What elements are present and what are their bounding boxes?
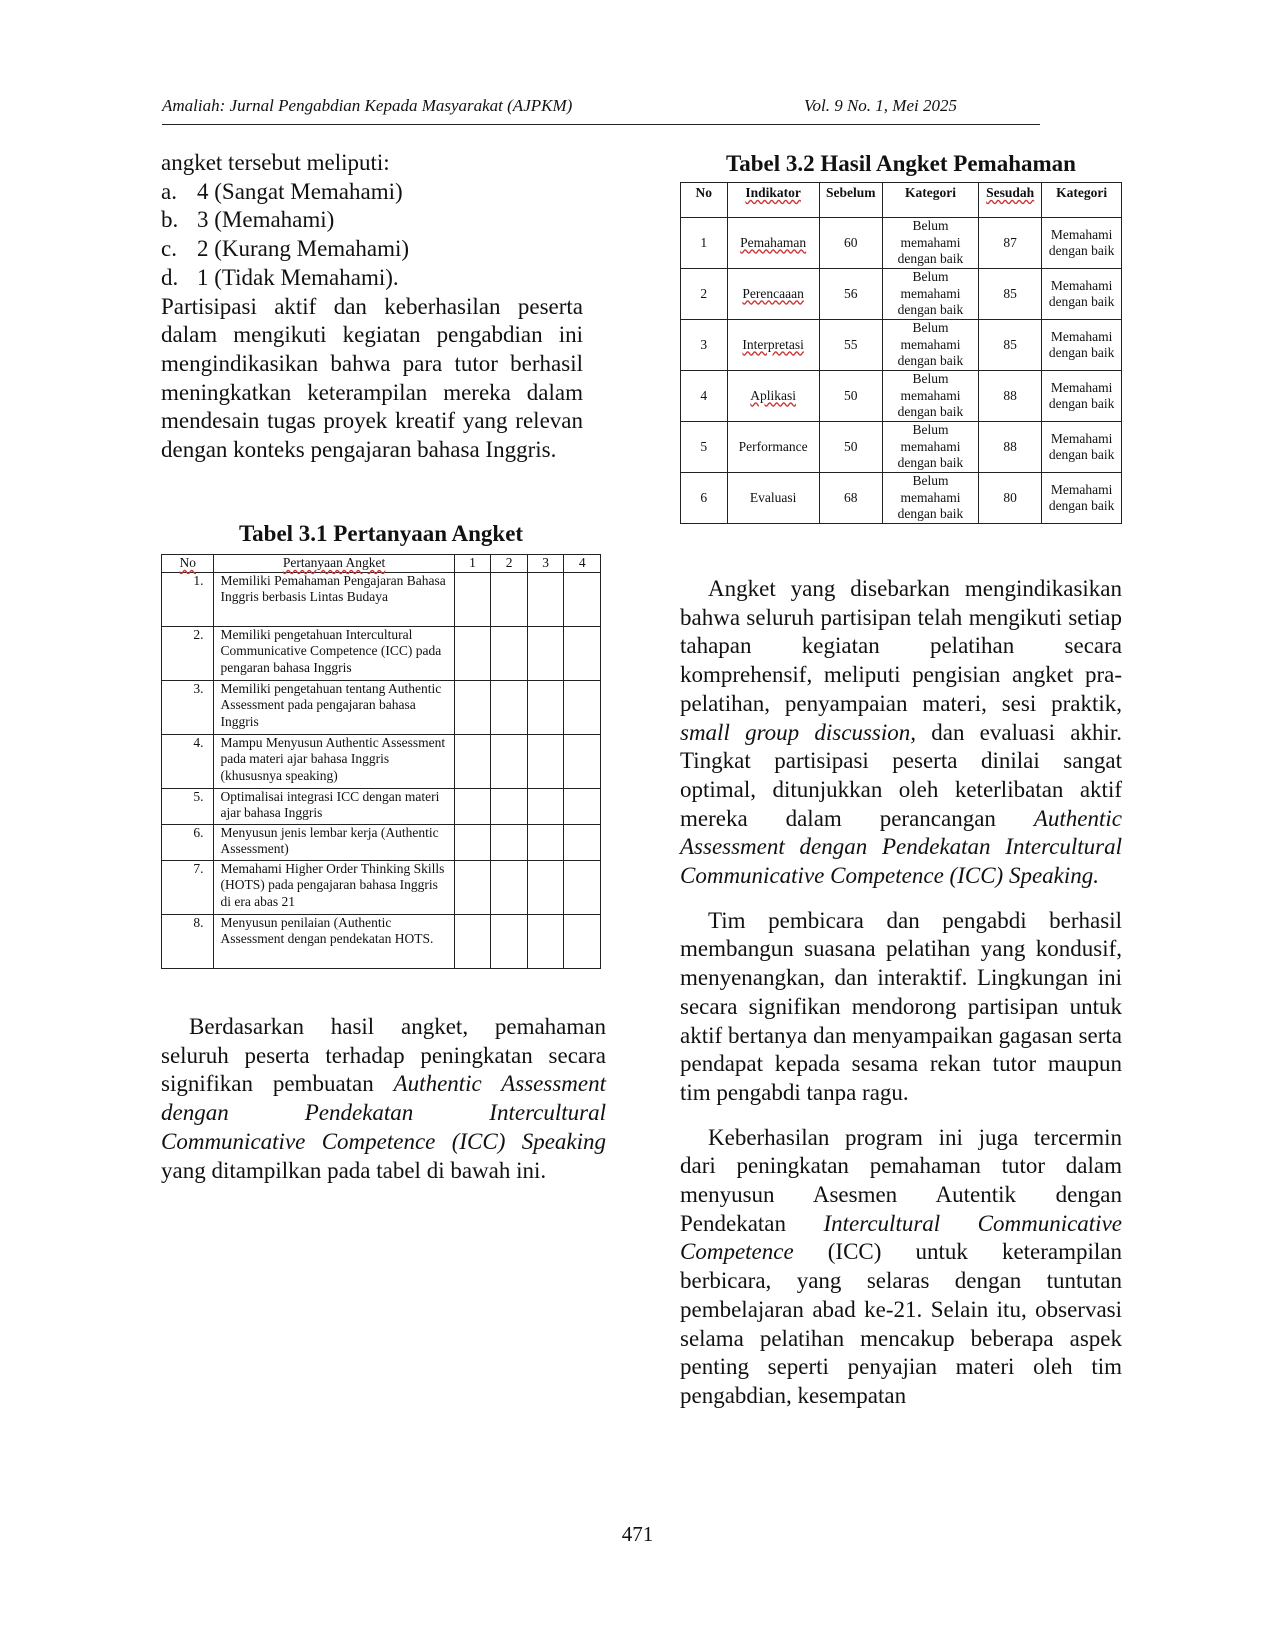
cell-no: 5. [162, 788, 214, 824]
col-category-before: Kategori [882, 183, 978, 218]
cell-no: 1 [681, 218, 728, 269]
table32-caption: Tabel 3.2 Hasil Angket Pemahaman [726, 151, 1076, 176]
cell-empty [564, 680, 601, 734]
table-row [681, 473, 1122, 524]
cell-empty [527, 788, 564, 824]
cell-question: Menyusun jenis lembar kerja (Authentic Assessment) [214, 824, 454, 860]
para3-italic-1: small group discussion, [680, 719, 916, 745]
para5-italic: Intercultural Communicative Competence [680, 1210, 1122, 1265]
table-row [162, 860, 601, 914]
cell-empty [527, 680, 564, 734]
cell-category-before: Belum memahami dengan baik [882, 422, 978, 473]
option-item [161, 264, 583, 293]
cell-empty [454, 572, 491, 626]
cell-after: 87 [979, 218, 1042, 269]
cell-category-before: Belum memahami dengan baik [882, 320, 978, 371]
table-row [162, 788, 601, 824]
cell-no: 7. [162, 860, 214, 914]
cell-indicator: Pemahaman [727, 218, 819, 269]
cell-before: 68 [819, 473, 882, 524]
cell-question: Memahami Higher Order Thinking Skills (HOTS) pada pengajaran bahasa Inggris di era abas 21 [214, 860, 454, 914]
table-header-row [681, 183, 1122, 218]
col-score-1: 1 [454, 555, 491, 573]
col-question: Pertanyaan Angket [214, 555, 454, 573]
table31-caption: Tabel 3.1 Pertanyaan Angket [238, 521, 524, 546]
col-no: No [162, 555, 214, 573]
cell-empty [491, 572, 528, 626]
cell-empty [454, 914, 491, 968]
cell-empty [491, 914, 528, 968]
cell-empty [527, 734, 564, 788]
option-marker: d. [161, 264, 179, 290]
cell-question: Memiliki pengetahuan tentang Authentic Assessment pada pengajaran bahasa Inggris [214, 680, 454, 734]
col-indicator: Indikator [727, 183, 819, 218]
option-marker: b. [161, 207, 179, 233]
cell-empty [491, 680, 528, 734]
cell-empty [454, 788, 491, 824]
cell-category-after: Memahami dengan baik [1042, 218, 1122, 269]
cell-empty [454, 860, 491, 914]
cell-empty [454, 824, 491, 860]
table-row [681, 320, 1122, 371]
table-row [162, 680, 601, 734]
cell-no: 4. [162, 734, 214, 788]
cell-empty [454, 734, 491, 788]
col-after: Sesudah [979, 183, 1042, 218]
table-header-row [162, 555, 601, 573]
running-header [162, 96, 1040, 125]
cell-before: 55 [819, 320, 882, 371]
option-item [161, 178, 583, 207]
option-text: 4 (Sangat Memahami) [197, 178, 403, 204]
cell-indicator: Interpretasi [727, 320, 819, 371]
page-number: 471 [621, 1522, 654, 1546]
col-before: Sebelum [819, 183, 882, 218]
cell-empty [491, 734, 528, 788]
table-row [681, 269, 1122, 320]
option-marker: a. [161, 178, 177, 204]
table-row [162, 626, 601, 680]
table-row [681, 371, 1122, 422]
cell-empty [527, 626, 564, 680]
cell-empty [564, 734, 601, 788]
para3-text-2: dan evaluasi akhir. Tingkat partisipasi peserta dinilai sangat optimal, ditunjukkan oleh keterlibatan aktif mereka dalam perancangan [680, 719, 1122, 831]
cell-before: 56 [819, 269, 882, 320]
table-row [681, 218, 1122, 269]
cell-category-before: Belum memahami dengan baik [882, 218, 978, 269]
option-text: 3 (Memahami) [197, 207, 335, 233]
table-row [162, 734, 601, 788]
cell-category-after: Memahami dengan baik [1042, 320, 1122, 371]
cell-question: Optimalisai integrasi ICC dengan materi ajar bahasa Inggris [214, 788, 454, 824]
paragraph-participation-detail [680, 575, 1122, 891]
cell-empty [454, 626, 491, 680]
cell-empty [491, 788, 528, 824]
para5-text-2: (ICC) untuk keterampilan berbicara, yang selaras dengan tuntutan pembelajaran abad ke-21. Selain itu, observasi selama pelatihan mencakup beberapa aspek penting seperti penyajian materi oleh tim pengabdian, kesempatan [680, 1239, 1122, 1408]
table-row [162, 914, 601, 968]
cell-before: 60 [819, 218, 882, 269]
left-column-top [161, 149, 583, 465]
cell-question: Memiliki pengetahuan Intercultural Communicative Competence (ICC) pada pengaran bahasa Inggris [214, 626, 454, 680]
cell-no: 3 [681, 320, 728, 371]
col-no: No [681, 183, 728, 218]
cell-question: Menyusun penilaian (Authentic Assessment dengan pendekatan HOTS. [214, 914, 454, 968]
right-column-text [680, 575, 1122, 1411]
results-text-italic: Authentic Assessment dengan Pendekatan Intercultural Communicative Competence (ICC) Speaking [161, 1071, 606, 1154]
option-text: 1 (Tidak Memahami). [197, 264, 399, 290]
table-results [680, 182, 1122, 524]
option-text: 2 (Kurang Memahami) [197, 236, 410, 262]
cell-empty [454, 680, 491, 734]
cell-category-after: Memahami dengan baik [1042, 473, 1122, 524]
cell-empty [491, 824, 528, 860]
cell-after: 80 [979, 473, 1042, 524]
option-marker: c. [161, 236, 177, 262]
cell-empty [527, 824, 564, 860]
cell-empty [564, 860, 601, 914]
cell-indicator: Perencaaan [727, 269, 819, 320]
cell-no: 2 [681, 269, 728, 320]
paragraph-atmosphere: Tim pembicara dan pengabdi berhasil membangun suasana pelatihan yang kondusif, menyenangkan, dan interaktif. Lingkungan ini secara signifikan mendorong partisipan untuk aktif bertanya dan menyampaikan gagasan serta pendapat kepada sesama rekan tutor maupun tim pengabdi tanpa ragu. [680, 907, 1122, 1105]
cell-after: 85 [979, 320, 1042, 371]
col-score-3: 3 [527, 555, 564, 573]
cell-category-after: Memahami dengan baik [1042, 269, 1122, 320]
cell-no: 5 [681, 422, 728, 473]
cell-empty [527, 914, 564, 968]
cell-no: 6. [162, 824, 214, 860]
cell-category-after: Memahami dengan baik [1042, 371, 1122, 422]
cell-empty [564, 824, 601, 860]
cell-empty [564, 572, 601, 626]
cell-no: 2. [162, 626, 214, 680]
cell-after: 85 [979, 269, 1042, 320]
cell-before: 50 [819, 371, 882, 422]
results-text-1: Berdasarkan hasil angket, pemahaman seluruh peserta terhadap peningkatan secara signifikan pembuatan [161, 1014, 606, 1097]
volume-info: Vol. 9 No. 1, Mei 2025 [804, 96, 957, 115]
col-score-2: 2 [491, 555, 528, 573]
cell-category-before: Belum memahami dengan baik [882, 269, 978, 320]
table-row [162, 572, 601, 626]
cell-category-before: Belum memahami dengan baik [882, 473, 978, 524]
paragraph-success [680, 1124, 1122, 1411]
cell-empty [491, 626, 528, 680]
table-row [162, 824, 601, 860]
cell-empty [564, 626, 601, 680]
para3-text-1: Angket yang disebarkan mengindikasikan bahwa seluruh partisipan telah mengikuti setiap tahapan kegiatan pelatihan secara komprehensif, meliputi pengisian angket pra-pelatihan, penyampaian materi, sesi praktik, [680, 576, 1122, 716]
cell-empty [564, 914, 601, 968]
para5-text-1: Keberhasilan program ini juga tercermin dari peningkatan pemahaman tutor dalam menyusun Asesmen Autentik dengan Pendekatan [680, 1124, 1122, 1236]
cell-empty [564, 788, 601, 824]
cell-question: Memiliki Pemahaman Pengajaran Bahasa Inggris berbasis Lintas Budaya [214, 572, 454, 626]
cell-after: 88 [979, 371, 1042, 422]
cell-after: 88 [979, 422, 1042, 473]
cell-category-after: Memahami dengan baik [1042, 422, 1122, 473]
cell-indicator: Evaluasi [727, 473, 819, 524]
cell-indicator: Performance [727, 422, 819, 473]
intro-line: angket tersebut meliputi: [161, 150, 390, 175]
paragraph-results [161, 1013, 606, 1185]
cell-no: 3. [162, 680, 214, 734]
col-score-4: 4 [564, 555, 601, 573]
para3-italic-2: Authentic Assessment dengan Pendekatan Intercultural Communicative Competence (ICC) Speaking. [680, 805, 1122, 889]
paragraph-participation: Partisipasi aktif dan keberhasilan peserta dalam mengikuti kegiatan pengabdian ini mengindikasikan bahwa para tutor berhasil meningkatkan keterampilan mereka dalam mendesain tugas proyek kreatif yang relevan dengan konteks pengajaran bahasa Inggris. [161, 293, 583, 463]
cell-indicator: Aplikasi [727, 371, 819, 422]
journal-title: Amaliah: Jurnal Pengabdian Kepada Masyarakat (AJPKM) [162, 96, 573, 115]
col-category-after: Kategori [1042, 183, 1122, 218]
cell-question: Mampu Menyusun Authentic Assessment pada materi ajar bahasa Inggris (khususnya speaking) [214, 734, 454, 788]
cell-empty [527, 860, 564, 914]
cell-empty [527, 572, 564, 626]
cell-empty [491, 860, 528, 914]
option-item [161, 235, 583, 264]
cell-before: 50 [819, 422, 882, 473]
results-text-2: yang ditampilkan pada tabel di bawah ini. [161, 1157, 547, 1183]
table-questionnaire [161, 554, 601, 969]
cell-no: 6 [681, 473, 728, 524]
cell-no: 8. [162, 914, 214, 968]
option-item [161, 206, 583, 235]
cell-no: 1. [162, 572, 214, 626]
table-row [681, 422, 1122, 473]
cell-category-before: Belum memahami dengan baik [882, 371, 978, 422]
cell-no: 4 [681, 371, 728, 422]
